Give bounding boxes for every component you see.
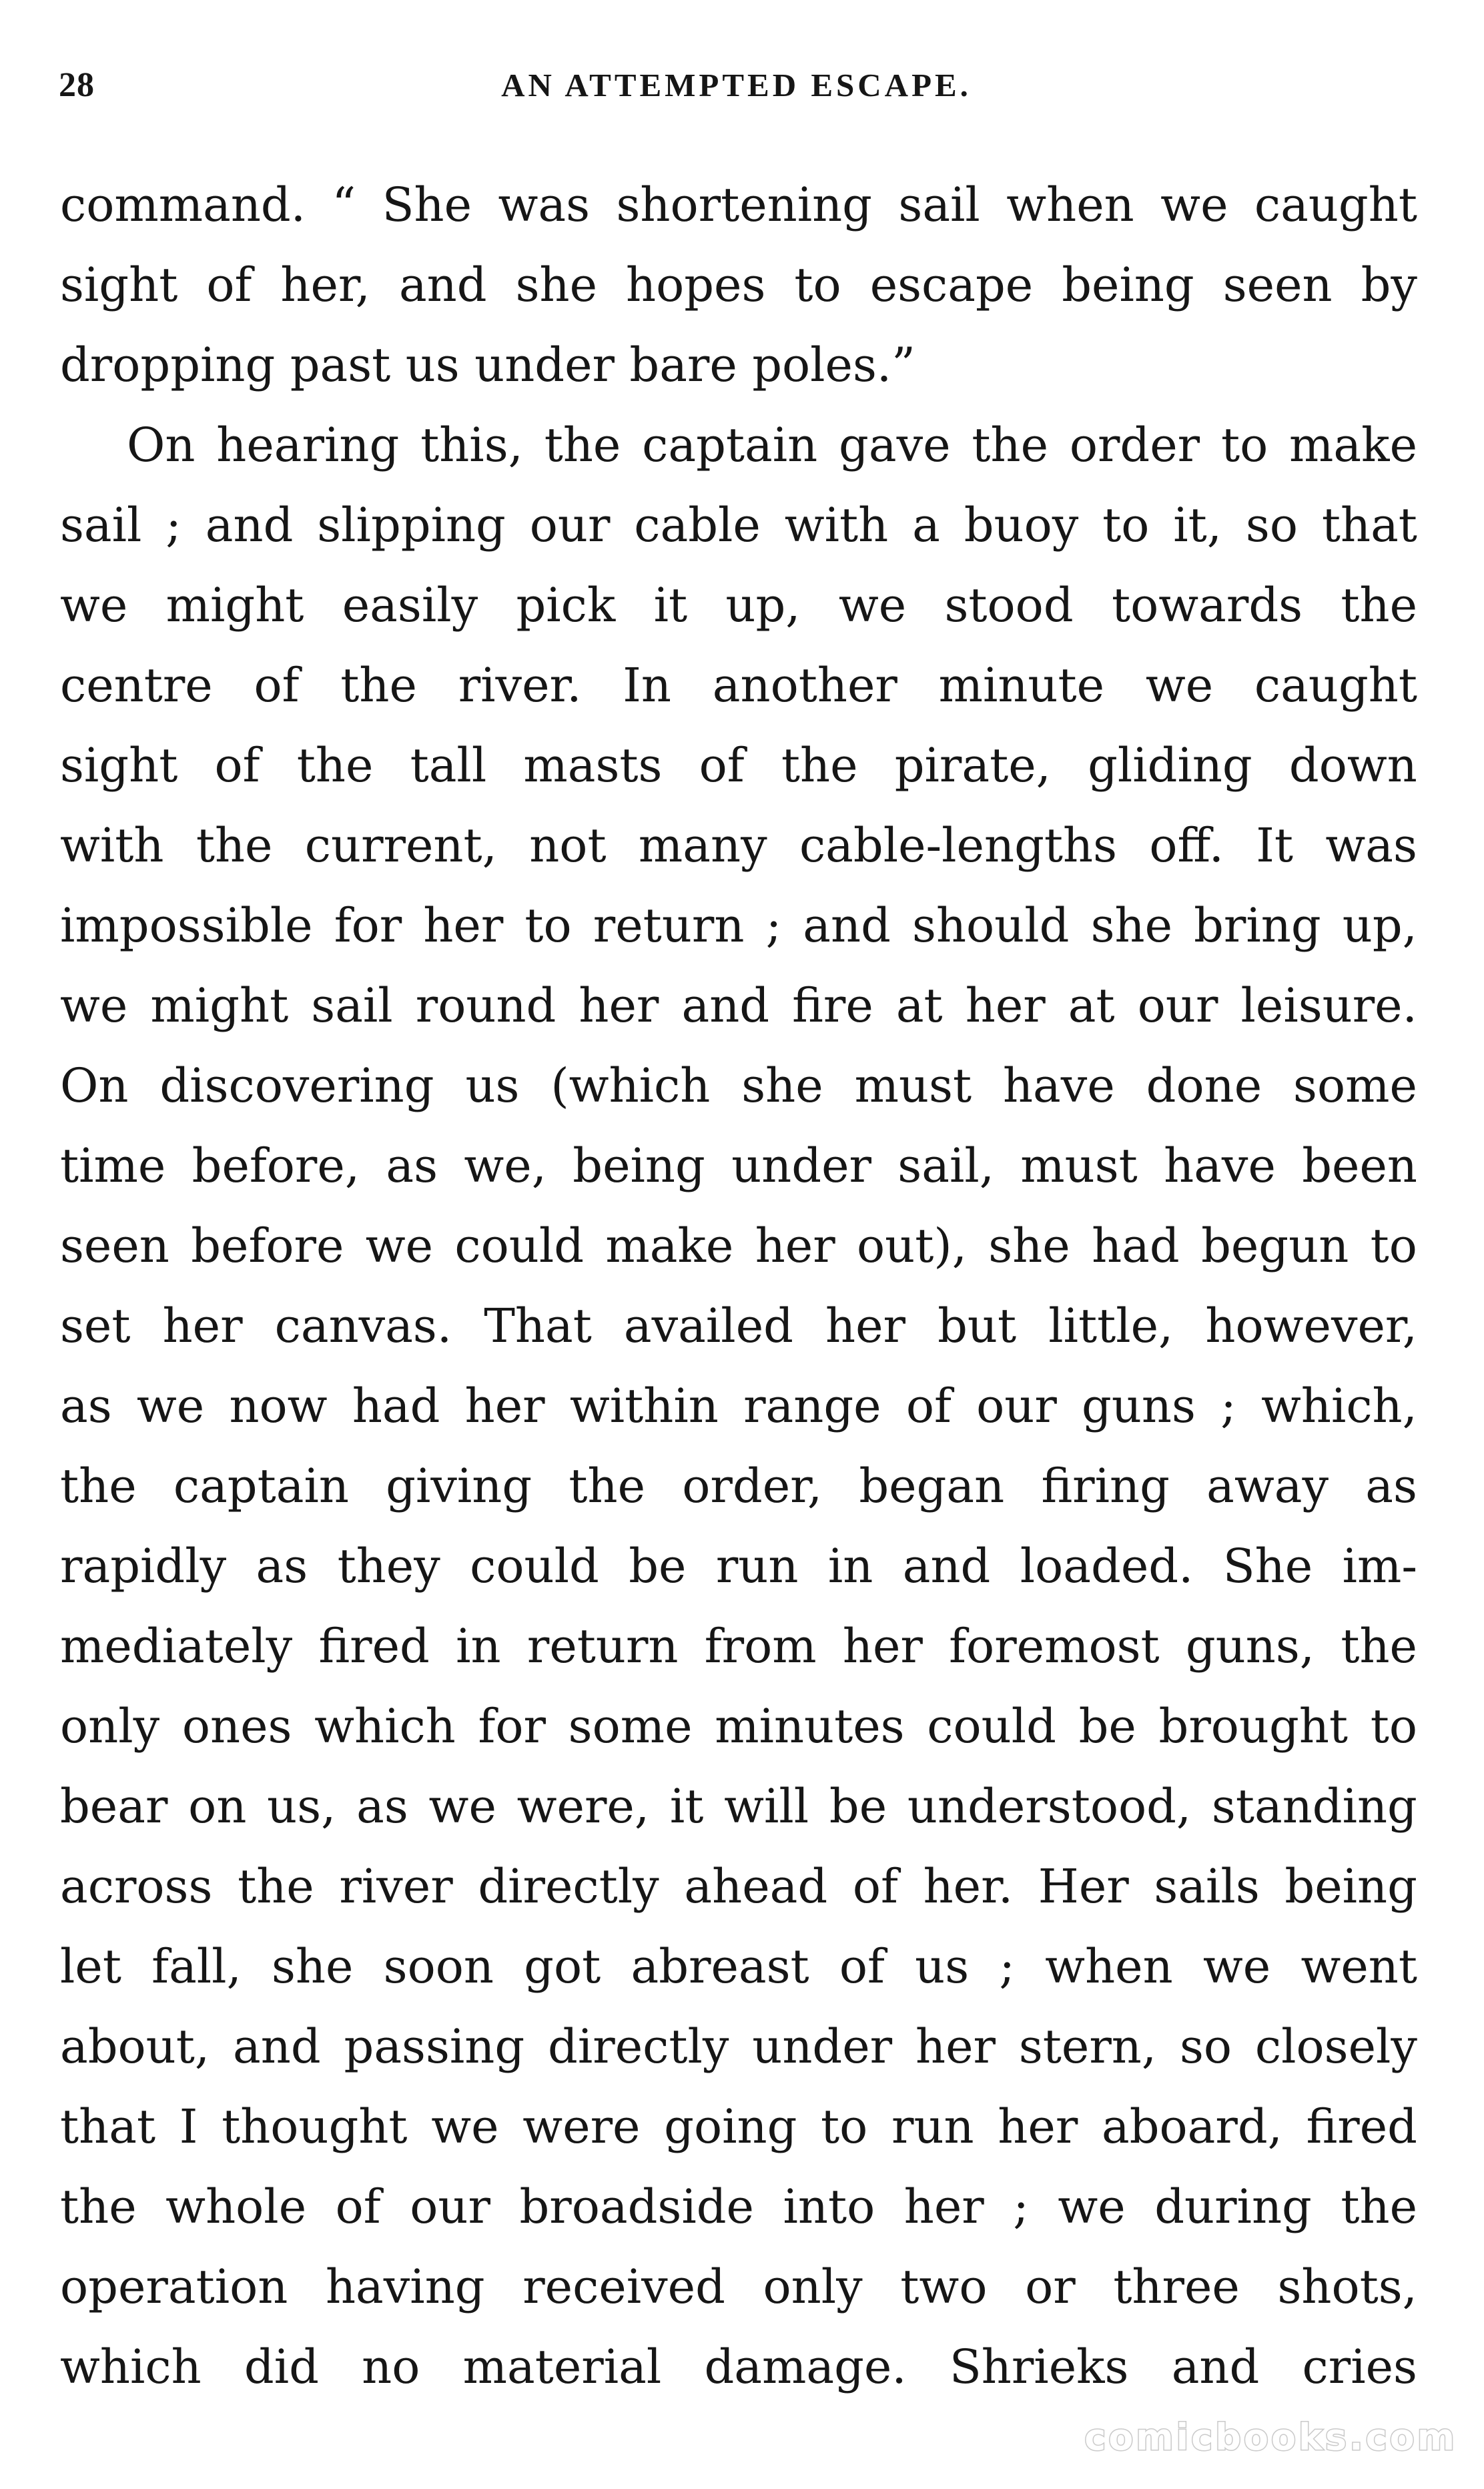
text-line: sight of the tall masts of the pirate, gliding down [60,738,1417,793]
text-line: with the current, not many cable-lengths off. It was [60,818,1417,873]
text-line: mediately fired in return from her foremost guns, the [60,1619,1417,1674]
page-header [59,61,1414,108]
running-head: AN ATTEMPTED ESCAPE. [501,66,972,103]
text-line: centre of the river. In another minute we caught [60,658,1417,713]
text-line: across the river directly ahead of her. Her sails being [60,1859,1417,1914]
text-line: operation having received only two or three shots, [60,2259,1417,2314]
watermark: comicbooks.com [1084,2416,1457,2458]
text-line: that I thought we were going to run her aboard, fired [60,2099,1417,2154]
text-line: sight of her, and she hopes to escape being seen by [60,258,1417,312]
page-number: 28 [59,65,95,104]
text-line: impossible for her to return ; and should she bring up, [60,898,1417,953]
text-line: the whole of our broadside into her ; we during the [60,2179,1417,2234]
text-line: command. “ She was shortening sail when we caught [60,177,1417,232]
text-line: time before, as we, being under sail, must have been [60,1138,1417,1193]
text-line: On hearing this, the captain gave the order to make [127,418,1417,472]
text-line: only ones which for some minutes could be brought to [60,1699,1417,1754]
text-line: which did no material damage. Shrieks and cries [60,2340,1417,2394]
text-line: sail ; and slipping our cable with a buoy to it, so that [60,498,1417,553]
text-line: bear on us, as we were, it will be understood, standing [60,1779,1417,1834]
text-line: dropping past us under bare poles.” [60,338,915,392]
text-line: rapidly as they could be run in and loaded. She im- [60,1539,1417,1593]
text-line: set her canvas. That availed her but little, however, [60,1299,1417,1353]
text-line: On discovering us (which she must have done some [60,1058,1417,1113]
text-line: as we now had her within range of our guns ; which, [60,1379,1417,1433]
text-line: about, and passing directly under her stern, so closely [60,2019,1417,2074]
text-line: we might sail round her and fire at her at our leisure. [60,978,1417,1033]
text-line: the captain giving the order, began firing away as [60,1459,1417,1513]
text-line: we might easily pick it up, we stood towards the [60,578,1417,633]
text-line: let fall, she soon got abreast of us ; when we went [60,1939,1417,1994]
text-line: seen before we could make her out), she had begun to [60,1218,1417,1273]
body-text [60,165,1417,2407]
